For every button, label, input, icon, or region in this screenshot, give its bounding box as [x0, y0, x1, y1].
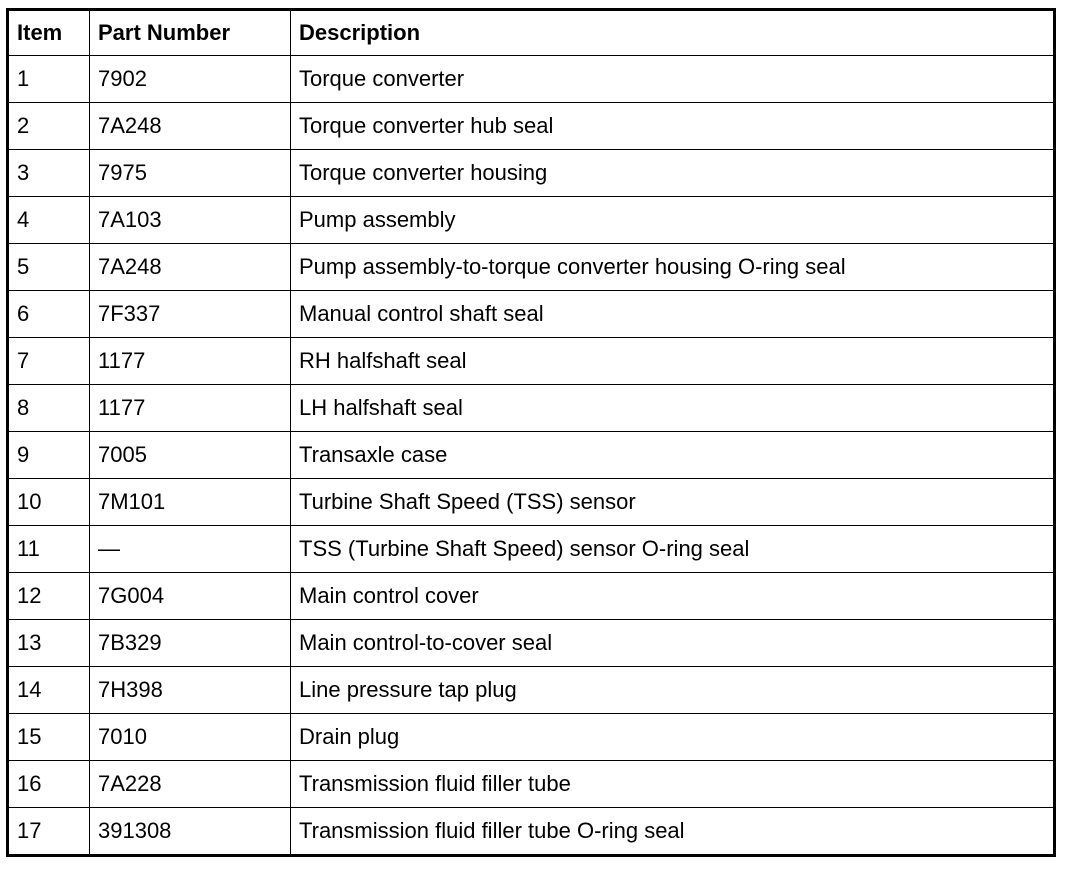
part-number-cell: 7005 [90, 432, 291, 479]
description-cell: Line pressure tap plug [291, 667, 1055, 714]
table-row [8, 432, 1055, 479]
description-cell: TSS (Turbine Shaft Speed) sensor O-ring seal [291, 526, 1055, 573]
part-number-cell: 7010 [90, 714, 291, 761]
part-number-cell: 7A228 [90, 761, 291, 808]
description-cell: Manual control shaft seal [291, 291, 1055, 338]
table-row [8, 526, 1055, 573]
part-number-cell: 7F337 [90, 291, 291, 338]
item-cell: 11 [8, 526, 90, 573]
table-row [8, 197, 1055, 244]
table-row [8, 620, 1055, 667]
item-cell: 10 [8, 479, 90, 526]
part-number-cell: 7A103 [90, 197, 291, 244]
part-number-cell: 7G004 [90, 573, 291, 620]
description-cell: Torque converter hub seal [291, 103, 1055, 150]
description-cell: Pump assembly [291, 197, 1055, 244]
description-cell: LH halfshaft seal [291, 385, 1055, 432]
item-cell: 3 [8, 150, 90, 197]
table-body [8, 56, 1055, 856]
part-number-cell: 7H398 [90, 667, 291, 714]
table-row [8, 150, 1055, 197]
table-row [8, 385, 1055, 432]
table-row [8, 244, 1055, 291]
item-cell: 6 [8, 291, 90, 338]
table-header-row [8, 10, 1055, 56]
item-cell: 8 [8, 385, 90, 432]
description-cell: Transaxle case [291, 432, 1055, 479]
table-row [8, 667, 1055, 714]
table-row [8, 479, 1055, 526]
part-number-cell: 7902 [90, 56, 291, 103]
part-number-cell: 1177 [90, 338, 291, 385]
table-row [8, 338, 1055, 385]
table-row [8, 714, 1055, 761]
column-header-part-number: Part Number [90, 10, 291, 56]
item-cell: 17 [8, 808, 90, 856]
part-number-cell: 7975 [90, 150, 291, 197]
item-cell: 2 [8, 103, 90, 150]
description-cell: Turbine Shaft Speed (TSS) sensor [291, 479, 1055, 526]
table-row [8, 56, 1055, 103]
description-cell: Main control-to-cover seal [291, 620, 1055, 667]
item-cell: 14 [8, 667, 90, 714]
part-number-cell: 7M101 [90, 479, 291, 526]
item-cell: 1 [8, 56, 90, 103]
column-header-item: Item [8, 10, 90, 56]
item-cell: 9 [8, 432, 90, 479]
description-cell: Main control cover [291, 573, 1055, 620]
item-cell: 12 [8, 573, 90, 620]
part-number-cell: 7B329 [90, 620, 291, 667]
part-number-cell: — [90, 526, 291, 573]
column-header-description: Description [291, 10, 1055, 56]
part-number-cell: 1177 [90, 385, 291, 432]
part-number-cell: 7A248 [90, 244, 291, 291]
table-row [8, 291, 1055, 338]
part-number-cell: 391308 [90, 808, 291, 856]
description-cell: Pump assembly-to-torque converter housing O-ring seal [291, 244, 1055, 291]
description-cell: Transmission fluid filler tube O-ring seal [291, 808, 1055, 856]
part-number-cell: 7A248 [90, 103, 291, 150]
description-cell: RH halfshaft seal [291, 338, 1055, 385]
description-cell: Transmission fluid filler tube [291, 761, 1055, 808]
table-row [8, 103, 1055, 150]
item-cell: 7 [8, 338, 90, 385]
description-cell: Torque converter housing [291, 150, 1055, 197]
parts-table [6, 8, 1056, 857]
table-row [8, 573, 1055, 620]
item-cell: 5 [8, 244, 90, 291]
item-cell: 15 [8, 714, 90, 761]
table-row [8, 808, 1055, 856]
item-cell: 4 [8, 197, 90, 244]
description-cell: Torque converter [291, 56, 1055, 103]
item-cell: 13 [8, 620, 90, 667]
item-cell: 16 [8, 761, 90, 808]
table-row [8, 761, 1055, 808]
description-cell: Drain plug [291, 714, 1055, 761]
